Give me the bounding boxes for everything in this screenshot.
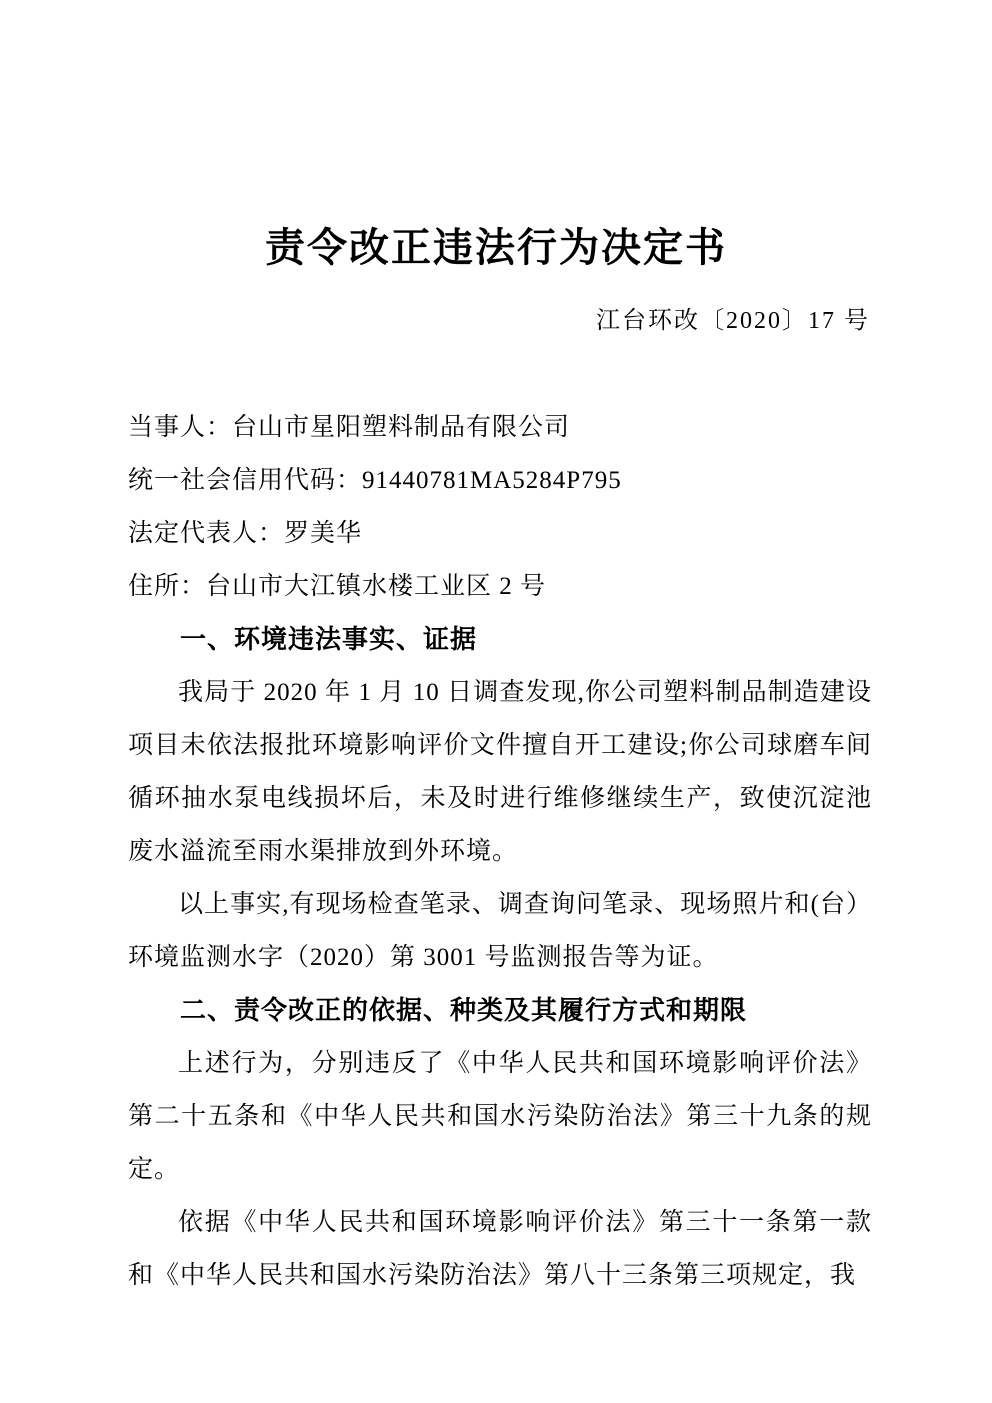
document-body	[128, 401, 872, 1302]
credit-code-line: 统一社会信用代码：91440781MA5284P795	[128, 467, 622, 494]
address-line: 住所：台山市大江镇水楼工业区 2 号	[128, 573, 547, 600]
document-number: 江台环改〔2020〕17 号	[596, 308, 870, 334]
section-1-heading: 一、环境违法事实、证据	[180, 624, 478, 654]
section-2-heading: 二、责令改正的依据、种类及其履行方式和期限	[180, 995, 748, 1025]
section-1-paragraph-2: 以上事实,有现场检查笔录、调查询问笔录、现场照片和(台）环境监测水字（2020）第 3001 号监测报告等为证。	[128, 891, 872, 971]
party-name-line: 当事人：台山市星阳塑料制品有限公司	[128, 414, 571, 441]
section-2-paragraph-1: 上述行为，分别违反了《中华人民共和国环境影响评价法》第二十五条和《中华人民共和国水污染防治法》第三十九条的规定。	[128, 1050, 872, 1183]
legal-representative-line: 法定代表人：罗美华	[128, 520, 363, 547]
document-title: 责令改正违法行为决定书	[265, 225, 727, 270]
section-1-paragraph-1: 我局于 2020 年 1 月 10 日调查发现,你公司塑料制品制造建设项目未依法报批环境影响评价文件擅自开工建设;你公司球磨车间循环抽水泵电线损坏后，未及时进行维修继续生产，致使沉淀池废水溢流至雨水渠排放到外环境。	[128, 679, 872, 865]
section-2-paragraph-2: 依据《中华人民共和国环境影响评价法》第三十一条第一款和《中华人民共和国水污染防治法》第八十三条第三项规定，我	[128, 1209, 872, 1289]
